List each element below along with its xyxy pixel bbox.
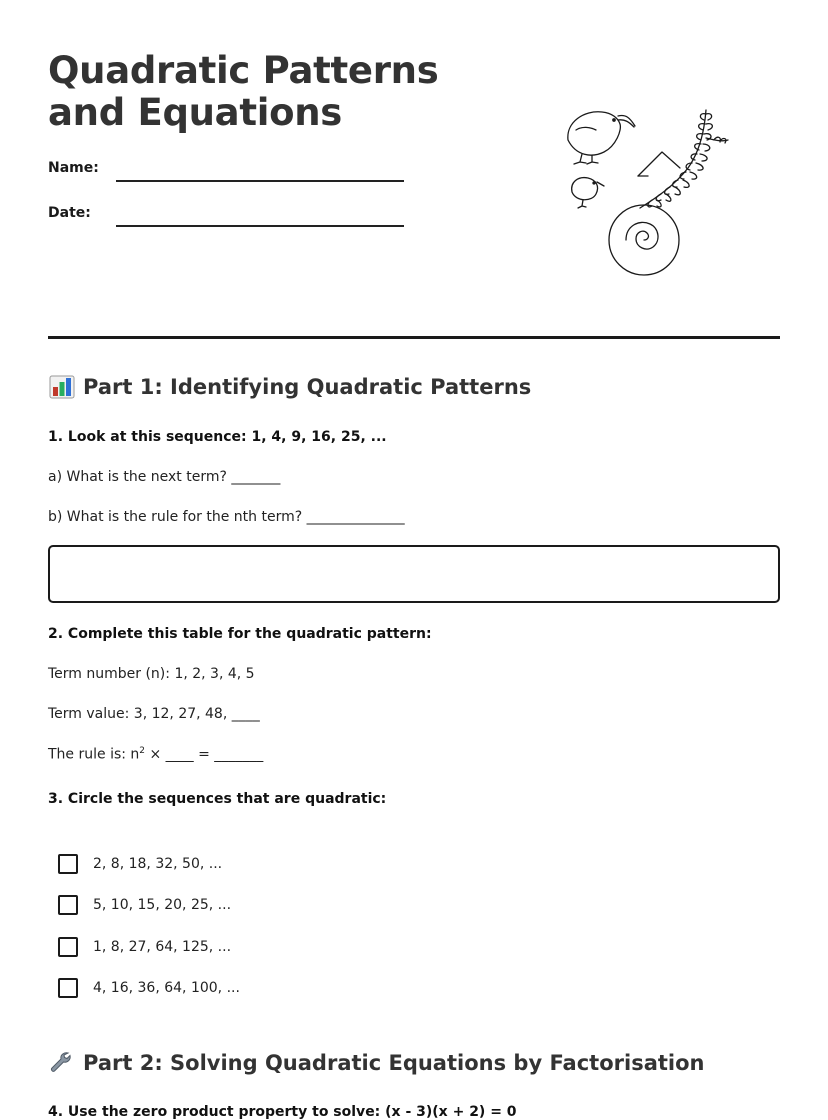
option-row [58,852,222,876]
question-3-title: 3. Circle the sequences that are quadratic: [48,791,387,807]
name-write-line[interactable] [116,180,404,182]
option-checkbox[interactable] [58,854,78,874]
part2-heading [48,1050,704,1076]
name-field-row [48,160,408,186]
option-label: 1, 8, 27, 64, 125, ... [93,939,232,955]
date-write-line[interactable] [116,225,404,227]
question-4-title: 4. Use the zero product property to solve: (x - 3)(x + 2) = 0 [48,1104,517,1120]
question-1a: a) What is the next term? _______ [48,469,281,485]
rule-prefix: The rule is: n [48,746,140,763]
question-1-title: 1. Look at this sequence: 1, 4, 9, 16, 25, ... [48,429,387,445]
date-label: Date: [48,205,91,221]
term-number-line: Term number (n): 1, 2, 3, 4, 5 [48,666,255,682]
name-label: Name: [48,160,99,176]
question-1b: b) What is the rule for the nth term? ______________ [48,509,405,525]
date-field-row [48,205,408,231]
rule-exponent: 2 [139,746,146,756]
term-value-line: Term value: 3, 12, 27, 48, ____ [48,706,260,722]
answer-box[interactable] [48,545,780,603]
option-checkbox[interactable] [58,937,78,957]
option-row [58,935,231,959]
option-label: 4, 16, 36, 64, 100, ... [93,980,240,996]
part1-heading [48,374,531,400]
option-label: 5, 10, 15, 20, 25, ... [93,897,232,913]
option-label: 2, 8, 18, 32, 50, ... [93,856,223,872]
rule-line [48,746,263,763]
option-checkbox[interactable] [58,978,78,998]
rule-suffix: × ____ = _______ [145,746,264,763]
part1-heading-text: Part 1: Identifying Quadratic Patterns [83,375,532,399]
kiwi-fern-koru-icon [556,100,736,280]
option-checkbox[interactable] [58,895,78,915]
wrench-icon [48,1050,76,1076]
bar-chart-icon [48,374,76,400]
header-divider [48,336,780,339]
part2-heading-text: Part 2: Solving Quadratic Equations by Factorisation [83,1051,705,1075]
option-row [58,976,240,1000]
question-2-title: 2. Complete this table for the quadratic pattern: [48,626,432,642]
option-row [58,893,231,917]
worksheet-title: Quadratic Patterns and Equations [48,49,439,134]
